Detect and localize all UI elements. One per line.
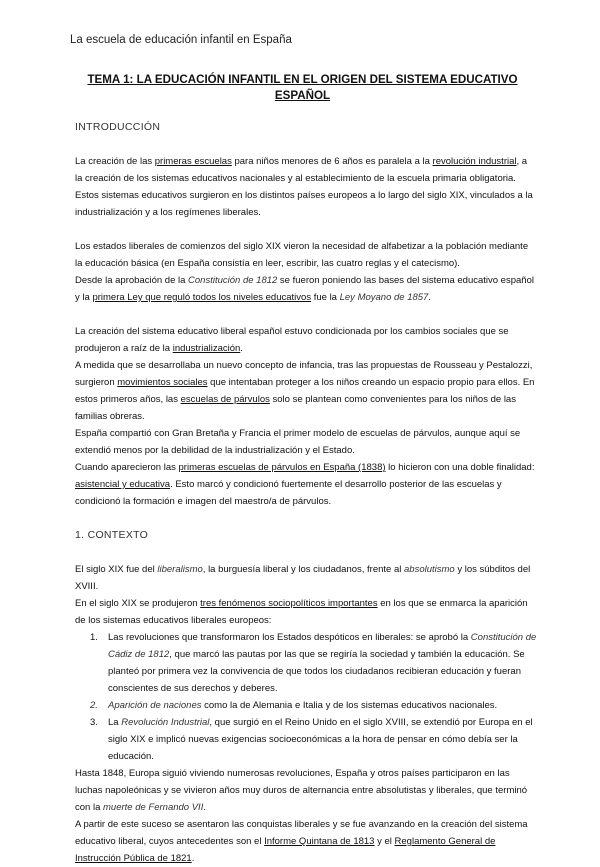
text-run: La (108, 717, 122, 728)
italic-text: Constitución de 1812 (188, 275, 278, 286)
italic-text: Constitución de Cádiz de 1812 (108, 632, 537, 660)
text-run: , a la creación de los sistemas educativos nacionales y al establecimiento de la escuela primaria obligatoria. Estos sistemas educativos surgieron en los distintos países europeos a lo largo del siglo XIX, vinculados a la industrialización y a los regímenes liberales. (75, 156, 533, 218)
text-run: . Esto marcó y condicionó fuertemente el desarrollo posterior de las escuelas y condicionó la formación e imagen del maestro/a de párvulos. (75, 479, 502, 507)
numbered-list (75, 629, 537, 765)
paragraph (75, 765, 537, 816)
text-run: A partir de este suceso se asentaron las conquistas liberales y se fue avanzando en la creación del sistema educativo liberal, cuyos antecedentes son el (75, 819, 528, 847)
underlined-text: revolución industrial (432, 156, 517, 167)
underlined-text: primeras escuelas de párvulos en España (1838) (178, 462, 386, 473)
document-title: TEMA 1: LA EDUCACIÓN INFANTIL EN EL ORIGEN DEL SISTEMA EDUCATIVO ESPAÑOL (87, 73, 518, 102)
list-number: 2. (90, 700, 98, 711)
text-run: España compartió con Gran Bretaña y Francia el primer modelo de escuelas de párvulos, aunque aquí se extendió menos por la debilidad de la industrialización y el Estado. (75, 428, 521, 456)
list-item (75, 629, 537, 697)
paragraph (75, 238, 537, 272)
paragraph (75, 323, 537, 357)
underlined-text: movimientos sociales (117, 377, 208, 388)
text-run: , la burguesía liberal y los ciudadanos, frente al (202, 564, 404, 575)
italic-text: absolutismo (404, 564, 455, 575)
underlined-text: Reglamento General de Instrucción Pública de 1821 (75, 836, 496, 864)
paragraph (75, 595, 537, 629)
text-run: . (428, 292, 431, 303)
text-run: se fueron poniendo las bases del sistema educativo español y la (75, 275, 534, 303)
text-run: . (191, 853, 195, 864)
underlined-text: industrialización (172, 343, 241, 354)
text-run: como la de Alemania e Italia y de los sistemas educativos nacionales. (201, 700, 498, 711)
paragraph (75, 816, 537, 867)
list-item (75, 714, 537, 765)
text-run: , que marcó las pautas por las que se regiría la sociedad y también la educación. Se planteó por primera vez la convivencia de que todos los ciudadanos recibieran educación y fueran conscientes de sus derechos y deberes. (108, 649, 525, 694)
underlined-text: asistencial y educativa (75, 479, 171, 490)
section-heading: 1. CONTEXTO (75, 529, 149, 541)
list-number: 1. (90, 632, 98, 643)
text-run: Las revoluciones que transformaron los Estados despóticos en liberales: se aprobó la (108, 632, 471, 643)
text-run: Los estados liberales de comienzos del siglo XIX vieron la necesidad de alfabetizar a la población mediante la educación básica (en España consistía en leer, escribir, las cuatro reglas y el catecismo). (75, 241, 529, 269)
text-run: , que surgió en el Reino Unido en el siglo XVIII, se extendió por Europa en el siglo XIX e implicó nuevas exigencias socioeconómicas a la hora de pensar en cómo debía ser la educación. (108, 717, 533, 762)
underlined-text: tres fenómenos sociopolíticos importantes (200, 598, 378, 609)
section-heading: INTRODUCCIÓN (75, 121, 161, 133)
text-run: A medida que se desarrollaba un nuevo concepto de infancia, tras las propuestas de Rousseau y Pestalozzi, surgieron (75, 360, 533, 388)
italic-text: Revolución Industrial (121, 717, 210, 728)
italic-text: muerte de Fernando VII (103, 802, 204, 813)
text-run: en los que se enmarca la aparición de los sistemas educativos liberales europeos: (75, 598, 528, 626)
italic-text: liberalismo (157, 564, 203, 575)
text-run: . (203, 802, 206, 813)
document-body (75, 119, 537, 867)
page-header: La escuela de educación infantil en España (70, 34, 292, 46)
text-run: que intentaban proteger a los niños creando un espacio propio para ellos. En estos primeros años, las (75, 377, 535, 405)
paragraph (75, 459, 537, 510)
text-run: Cuando aparecieron las (75, 462, 179, 473)
list-number: 3. (90, 717, 98, 728)
text-run: y los súbditos del XVIII. (75, 564, 531, 592)
italic-text: Ley Moyano de 1857 (339, 292, 429, 303)
text-run: La creación de las (75, 156, 155, 167)
underlined-text: primeras escuelas (154, 156, 232, 167)
underlined-text: Informe Quintana de 1813 (264, 836, 375, 847)
text-run: Desde la aprobación de la (75, 275, 189, 286)
text-run: fue la (311, 292, 340, 303)
paragraph (75, 153, 537, 221)
text-run: . (240, 343, 243, 354)
paragraph (75, 272, 537, 306)
text-run: Hasta 1848, Europa siguió viviendo numerosas revoluciones, España y otros países participaron en las luchas napoleónicas y se vivieron años muy duros de alternancia entre absolutistas y liberales, que terminó con la (75, 768, 528, 813)
text-run: El siglo XIX fue del (75, 564, 158, 575)
underlined-text: escuelas de párvulos (180, 394, 270, 405)
italic-text: Aparición de naciones (108, 700, 202, 711)
paragraph (75, 357, 537, 425)
text-run: En el siglo XIX se produjeron (75, 598, 201, 609)
paragraph (75, 425, 537, 459)
text-run: La creación del sistema educativo liberal español estuvo condicionada por los cambios sociales que se produjeron a raíz de la (75, 326, 509, 354)
list-item (75, 697, 537, 714)
text-run: solo se plantean como convenientes para los niños de las familias obreras. (75, 394, 516, 422)
underlined-text: primera Ley que reguló todos los niveles educativos (92, 292, 312, 303)
text-run: para niños menores de 6 años es paralela a la (231, 156, 433, 167)
text-run: lo hicieron con una doble finalidad: (385, 462, 535, 473)
text-run: y el (374, 836, 395, 847)
paragraph (75, 561, 537, 595)
